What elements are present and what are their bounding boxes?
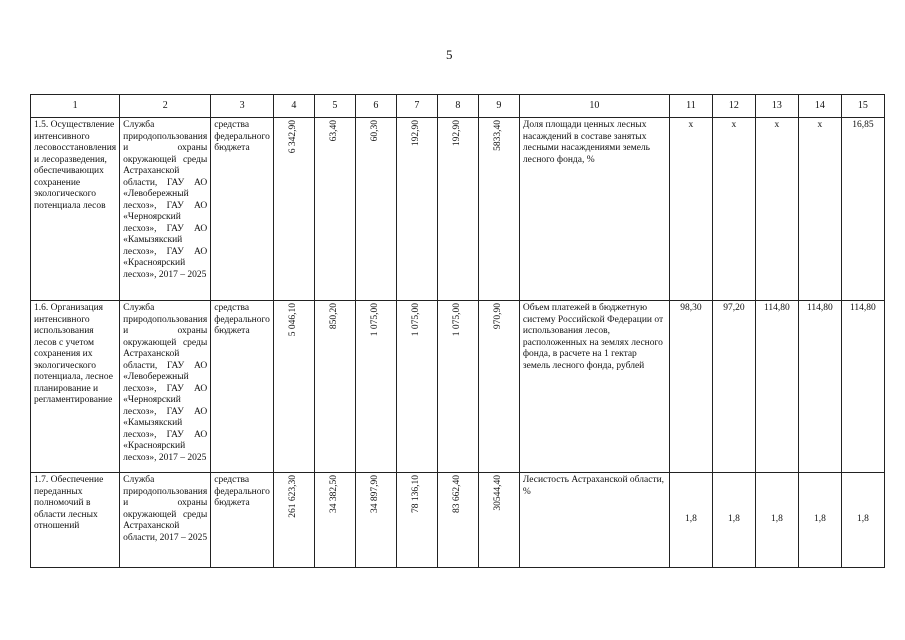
header-cell: 2: [120, 95, 211, 118]
header-cell: 15: [841, 95, 884, 118]
indicator-value: 114,80: [798, 301, 841, 473]
amount-year: 970,90: [493, 303, 504, 330]
header-cell: 10: [519, 95, 669, 118]
table-row: [31, 473, 885, 568]
header-cell: 7: [396, 95, 437, 118]
indicator-name: Доля площади ценных лесных насаждений в составе занятых лесными насаждениями земель лесного фонда, %: [519, 118, 669, 301]
amount-year: 34 382,50: [329, 475, 340, 513]
amount-total: 6 342,90: [288, 120, 299, 154]
indicator-value: х: [755, 118, 798, 301]
indicator-value: 114,80: [755, 301, 798, 473]
indicator-value: 1,8: [669, 473, 712, 568]
amount-year: 83 662,40: [452, 475, 463, 513]
amount-year: 1 075,00: [411, 303, 422, 337]
activity-name: 1.5. Осуществление интенсивного лесовосстановления и лесоразведения, обеспечивающих сохранение экологического потенциала лесов: [31, 118, 120, 301]
table-row: [31, 118, 885, 301]
header-cell: 4: [273, 95, 314, 118]
indicator-name: Объем платежей в бюджетную систему Российской Федерации от использования лесов, расположенных на землях лесного фонда, в расчете на 1 гектар земель лесного фонда, рублей: [519, 301, 669, 473]
indicator-value: 98,30: [669, 301, 712, 473]
funding-source: средства федерального бюджета: [211, 473, 274, 568]
funding-source: средства федерального бюджета: [211, 301, 274, 473]
header-cell: 12: [712, 95, 755, 118]
indicator-value: 97,20: [712, 301, 755, 473]
header-cell: 8: [437, 95, 478, 118]
activity-name: 1.6. Организация интенсивного использования лесов с учетом сохранения их экологического потенциала, лесное планирование и регламентирование: [31, 301, 120, 473]
activity-name: 1.7. Обеспечение переданных полномочий в области лесных отношений: [31, 473, 120, 568]
indicator-value: 1,8: [798, 473, 841, 568]
header-cell: 13: [755, 95, 798, 118]
header-cell: 14: [798, 95, 841, 118]
budget-table: [30, 94, 885, 568]
amount-total: 5 046,10: [288, 303, 299, 337]
amount-year: 63,40: [329, 120, 340, 142]
indicator-value: 1,8: [841, 473, 884, 568]
indicator-value: х: [798, 118, 841, 301]
indicator-value: 1,8: [712, 473, 755, 568]
header-cell: 5: [314, 95, 355, 118]
header-cell: 9: [478, 95, 519, 118]
header-cell: 1: [31, 95, 120, 118]
indicator-value: 114,80: [841, 301, 884, 473]
funding-source: средства федерального бюджета: [211, 118, 274, 301]
amount-total: 261 623,30: [288, 475, 299, 518]
indicator-value: х: [669, 118, 712, 301]
indicator-name: Лесистость Астраханской области, %: [519, 473, 669, 568]
amount-year: 1 075,00: [370, 303, 381, 337]
amount-year: 78 136,10: [411, 475, 422, 513]
header-cell: 6: [355, 95, 396, 118]
executors: Служба природопользования и охраны окружающей среды Астраханской области, 2017 – 2025: [120, 473, 211, 568]
amount-year: 60,30: [370, 120, 381, 142]
header-row: [31, 95, 885, 118]
executors: Служба природопользования и охраны окружающей среды Астраханской области, ГАУ АО «Левобережный лесхоз», ГАУ АО «Черноярский лесхоз», ГАУ АО «Камызякский лесхоз», ГАУ АО «Красноярский лесхоз», 2017 – 2025: [120, 118, 211, 301]
indicator-value: 16,85: [841, 118, 884, 301]
amount-year: 850,20: [329, 303, 340, 330]
amount-year: 5833,40: [493, 120, 504, 151]
indicator-value: 1,8: [755, 473, 798, 568]
header-cell: 3: [211, 95, 274, 118]
amount-year: 192,90: [452, 120, 463, 147]
indicator-value: х: [712, 118, 755, 301]
page-number: 5: [446, 47, 453, 62]
executors: Служба природопользования и охраны окружающей среды Астраханской области, ГАУ АО «Левобережный лесхоз», ГАУ АО «Черноярский лесхоз», ГАУ АО «Камызякский лесхоз», ГАУ АО «Красноярский лесхоз», 2017 – 2025: [120, 301, 211, 473]
amount-year: 30544,40: [493, 475, 504, 511]
amount-year: 192,90: [411, 120, 422, 147]
amount-year: 1 075,00: [452, 303, 463, 337]
table-row: [31, 301, 885, 473]
header-cell: 11: [669, 95, 712, 118]
amount-year: 34 897,90: [370, 475, 381, 513]
